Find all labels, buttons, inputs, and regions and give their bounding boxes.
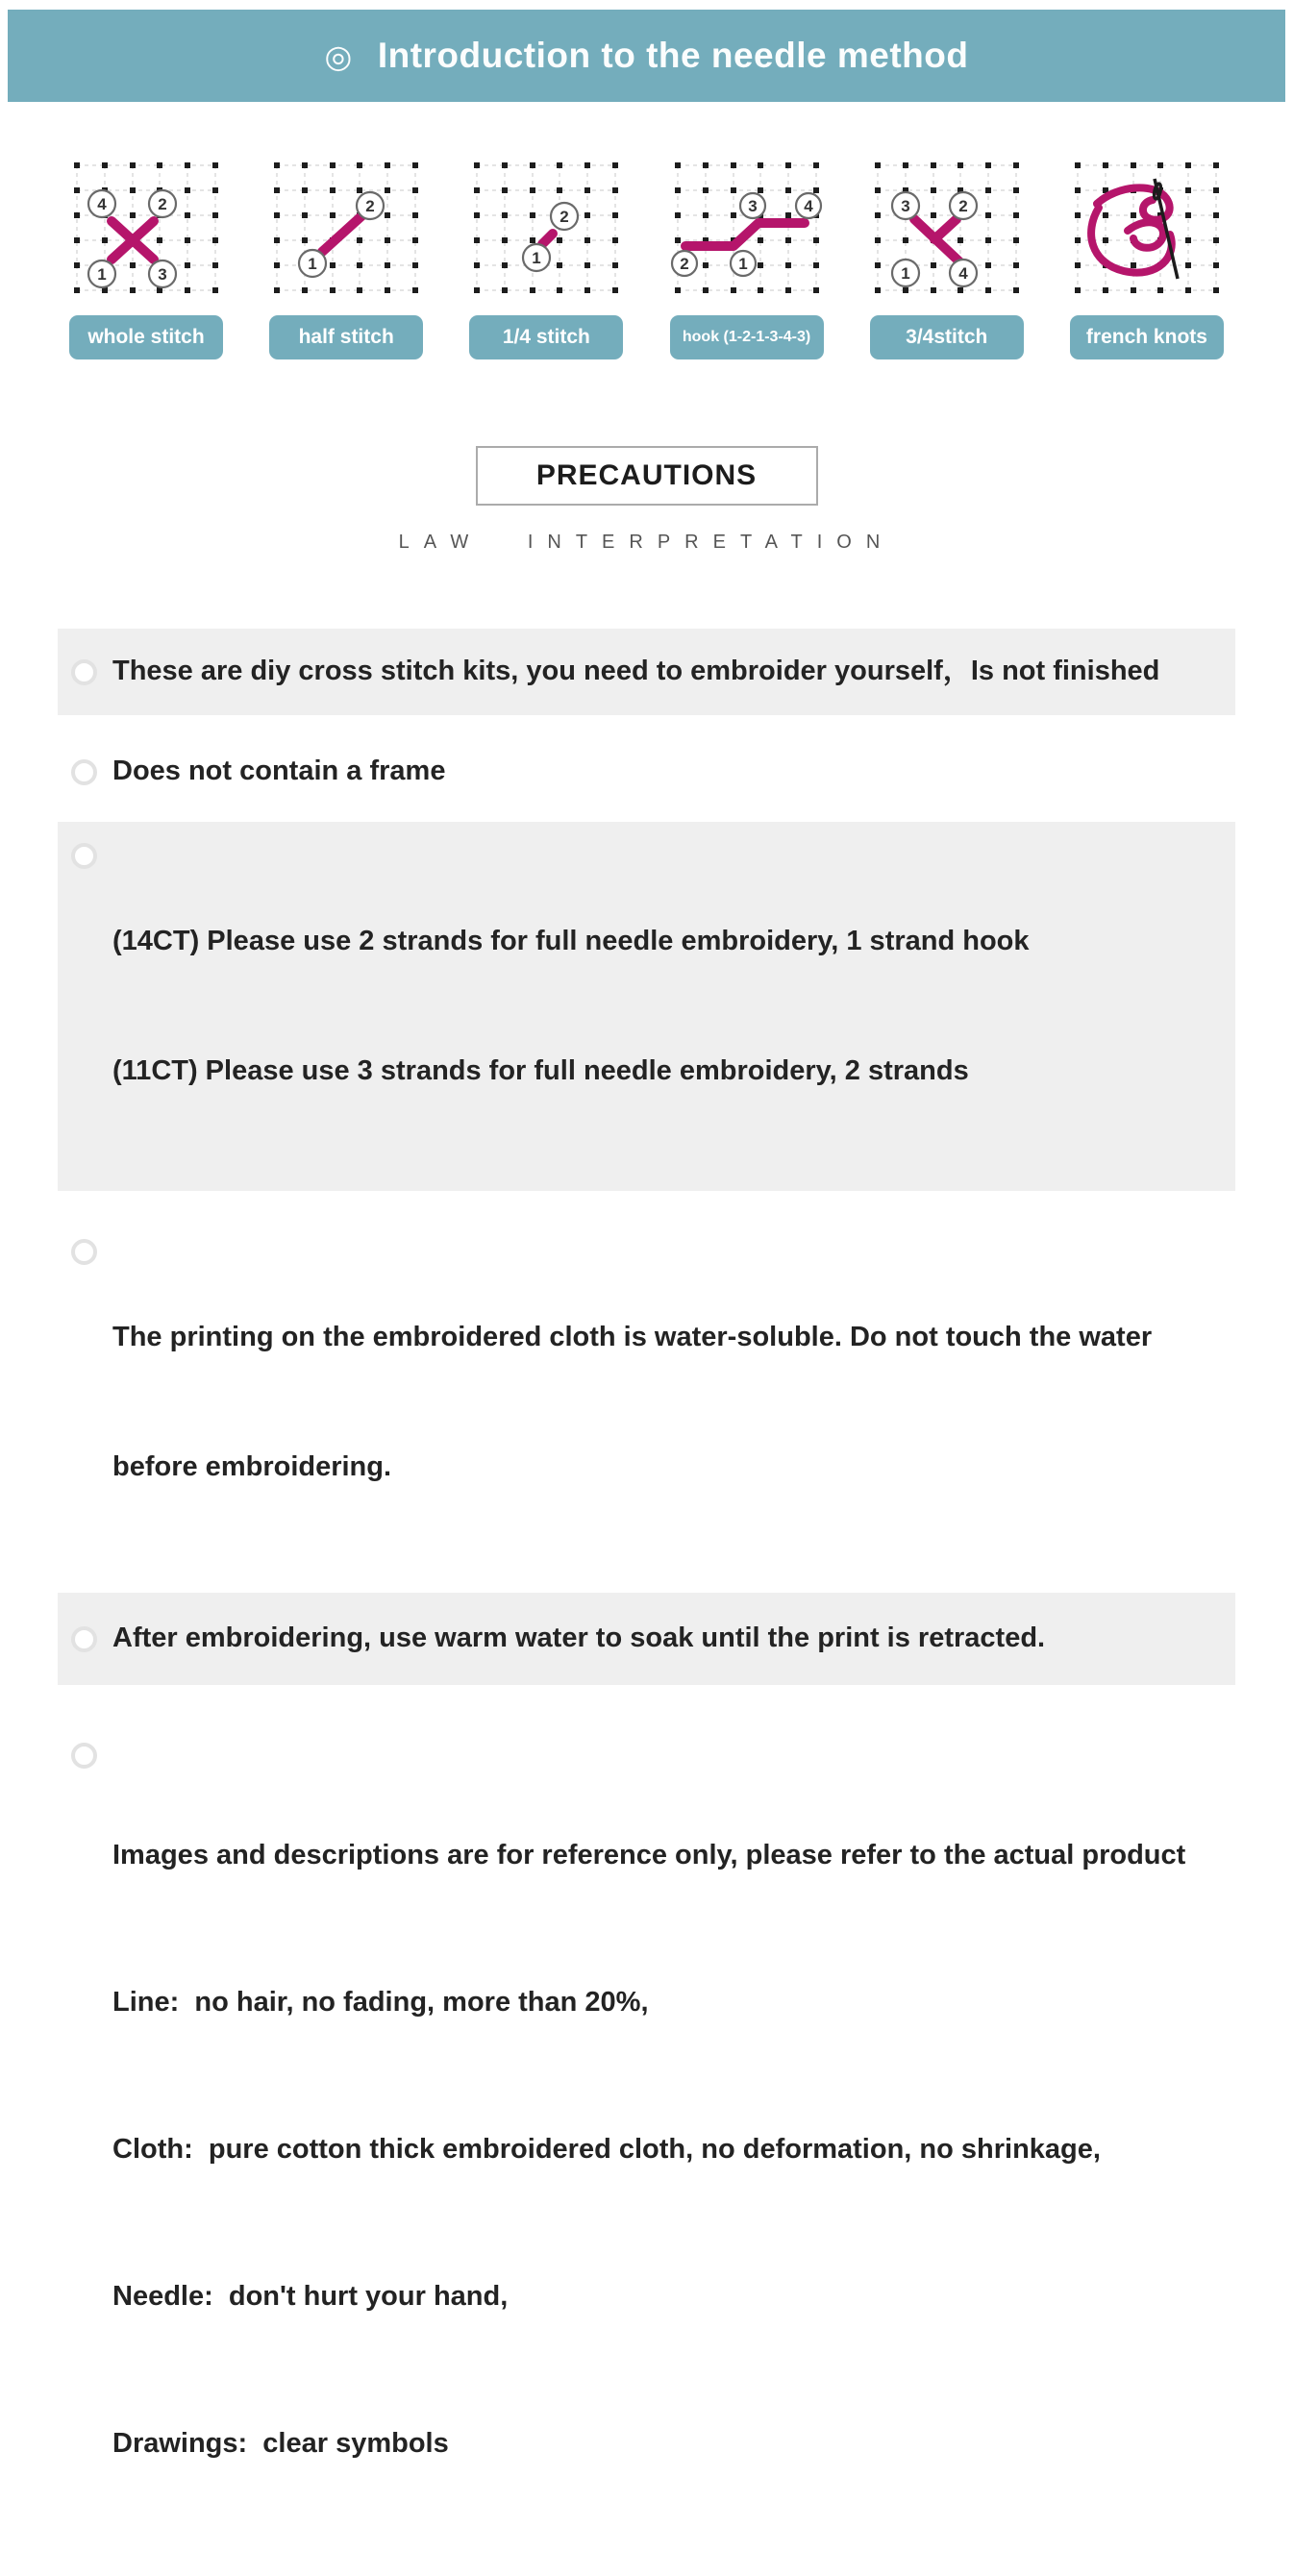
precaution-text: Images and descriptions are for reference only, please refer to the actual product bbox=[112, 1840, 1186, 1870]
hook-stitch-diagram bbox=[670, 156, 824, 300]
label-quarter-stitch: 1/4 stitch bbox=[469, 315, 623, 359]
precaution-text: Drawings: clear symbols bbox=[112, 2428, 449, 2459]
item-bullet-icon bbox=[71, 759, 97, 785]
page-title: Introduction to the needle method bbox=[377, 36, 969, 75]
svg-text:3: 3 bbox=[158, 265, 167, 284]
precautions-heading: PRECAUTIONS bbox=[476, 446, 818, 506]
svg-text:2: 2 bbox=[158, 195, 167, 213]
precaution-item bbox=[58, 1723, 1235, 2576]
precaution-item bbox=[58, 1220, 1235, 1585]
svg-text:3: 3 bbox=[901, 197, 910, 215]
precaution-text: The printing on the embroidered cloth is water-soluble. Do not touch the water bbox=[112, 1322, 1153, 1352]
panel-french-knots bbox=[1070, 156, 1224, 359]
panel-quarter-stitch bbox=[469, 156, 623, 359]
double-circle-icon: ◎ bbox=[324, 37, 353, 74]
item-bullet-icon bbox=[71, 843, 97, 869]
precaution-text: (11CT) Please use 3 strands for full needle embroidery, 2 strands bbox=[112, 1055, 969, 1086]
svg-text:1: 1 bbox=[97, 265, 107, 284]
precaution-item bbox=[58, 629, 1235, 715]
label-whole-stitch: whole stitch bbox=[69, 315, 223, 359]
panel-three-quarter-stitch bbox=[870, 156, 1024, 359]
precaution-text: Cloth: pure cotton thick embroidered cloth, no deformation, no shrinkage, bbox=[112, 2134, 1101, 2165]
whole-stitch-diagram bbox=[69, 156, 223, 300]
precaution-text: before embroidering. bbox=[112, 1451, 392, 1482]
svg-text:1: 1 bbox=[532, 249, 542, 267]
label-half-stitch: half stitch bbox=[269, 315, 423, 359]
page-title-banner bbox=[8, 10, 1285, 102]
precaution-text: After embroidering, use warm water to soak until the print is retracted. bbox=[112, 1622, 1046, 1653]
svg-text:2: 2 bbox=[679, 255, 689, 273]
precaution-item bbox=[58, 1593, 1235, 1685]
svg-text:2: 2 bbox=[559, 208, 570, 226]
precaution-item bbox=[58, 740, 1235, 803]
svg-text:2: 2 bbox=[365, 197, 375, 215]
precaution-text: These are diy cross stitch kits, you need to embroider yourself，Is not finished bbox=[112, 656, 1160, 686]
precaution-text: Needle: don't hurt your hand, bbox=[112, 2281, 509, 2312]
label-three-quarter-stitch: 3/4stitch bbox=[870, 315, 1024, 359]
label-french-knots: french knots bbox=[1070, 315, 1224, 359]
precautions-list bbox=[58, 629, 1235, 2576]
french-knots-diagram bbox=[1070, 156, 1224, 300]
item-bullet-icon bbox=[71, 1626, 97, 1652]
svg-text:4: 4 bbox=[958, 264, 968, 283]
item-bullet-icon bbox=[71, 1239, 97, 1265]
stitch-diagrams-row bbox=[0, 156, 1293, 359]
precaution-item bbox=[58, 822, 1235, 1191]
law-interpretation-subtitle: LAW INTERPRETATION bbox=[398, 532, 895, 553]
svg-text:4: 4 bbox=[97, 195, 107, 213]
precaution-text: (14CT) Please use 2 strands for full needle embroidery, 1 strand hook bbox=[112, 926, 1030, 956]
svg-text:3: 3 bbox=[747, 197, 758, 215]
precaution-text: Does not contain a frame bbox=[112, 755, 446, 786]
three-quarter-stitch-diagram bbox=[870, 156, 1024, 300]
svg-text:4: 4 bbox=[803, 197, 813, 215]
panel-half-stitch bbox=[269, 156, 423, 359]
precaution-text: Line: no hair, no fading, more than 20%, bbox=[112, 1987, 649, 2018]
label-hook-stitch: hook (1-2-1-3-4-3) bbox=[670, 315, 824, 359]
panel-whole-stitch bbox=[69, 156, 223, 359]
svg-text:1: 1 bbox=[308, 255, 317, 273]
item-bullet-icon bbox=[71, 1743, 97, 1769]
item-bullet-icon bbox=[71, 659, 97, 685]
svg-text:2: 2 bbox=[958, 197, 968, 215]
quarter-stitch-diagram bbox=[469, 156, 623, 300]
svg-text:1: 1 bbox=[737, 255, 748, 273]
panel-hook-stitch bbox=[670, 156, 824, 359]
svg-text:1: 1 bbox=[901, 264, 910, 283]
half-stitch-diagram bbox=[269, 156, 423, 300]
